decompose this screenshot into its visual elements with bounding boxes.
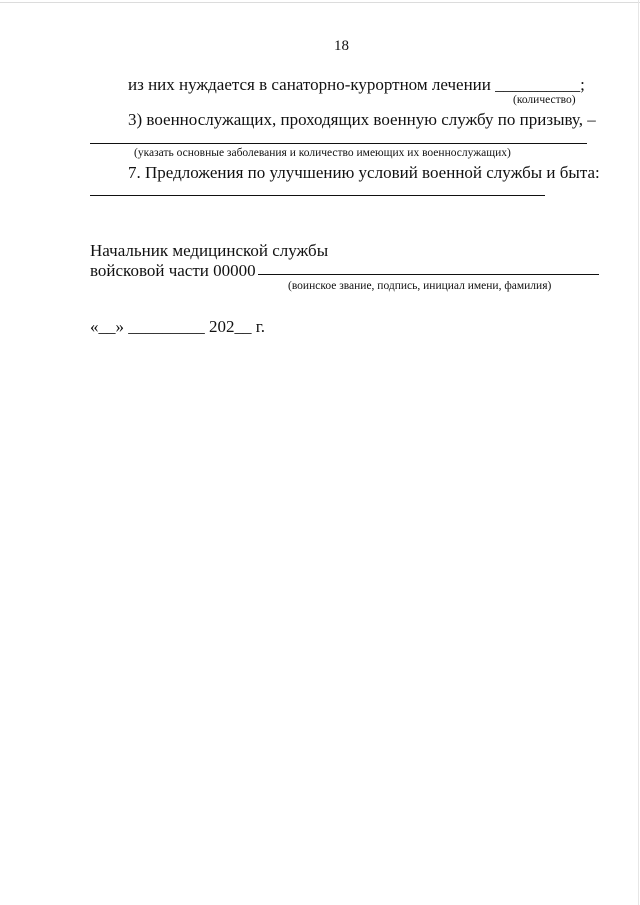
proposals-heading: 7. Предложения по улучшению условий военной службы и быта: (128, 163, 600, 182)
signature-caption: (воинское звание, подпись, инициал имени, фамилия) (288, 280, 552, 292)
signatory-title-line2: войсковой части 00000 (90, 261, 256, 280)
conscripts-line: 3) военнослужащих, проходящих военную службу по призыву, – (128, 110, 596, 129)
quantity-caption: (количество) (513, 94, 576, 106)
sanatorium-line: из них нуждается в санаторно-курортном лечении __________; (128, 75, 585, 94)
diseases-caption: (указать основные заболевания и количество имеющих их военнослужащих) (134, 147, 511, 159)
signature-rule (258, 274, 599, 275)
date-line: «__» _________ 202__ г. (90, 317, 266, 336)
page-number: 18 (334, 38, 349, 54)
scan-edge-right (638, 0, 639, 905)
scan-edge-top (0, 2, 640, 3)
proposals-fill-rule (90, 195, 545, 196)
diseases-fill-rule (90, 143, 587, 144)
signatory-title-line1: Начальник медицинской службы (90, 241, 329, 260)
